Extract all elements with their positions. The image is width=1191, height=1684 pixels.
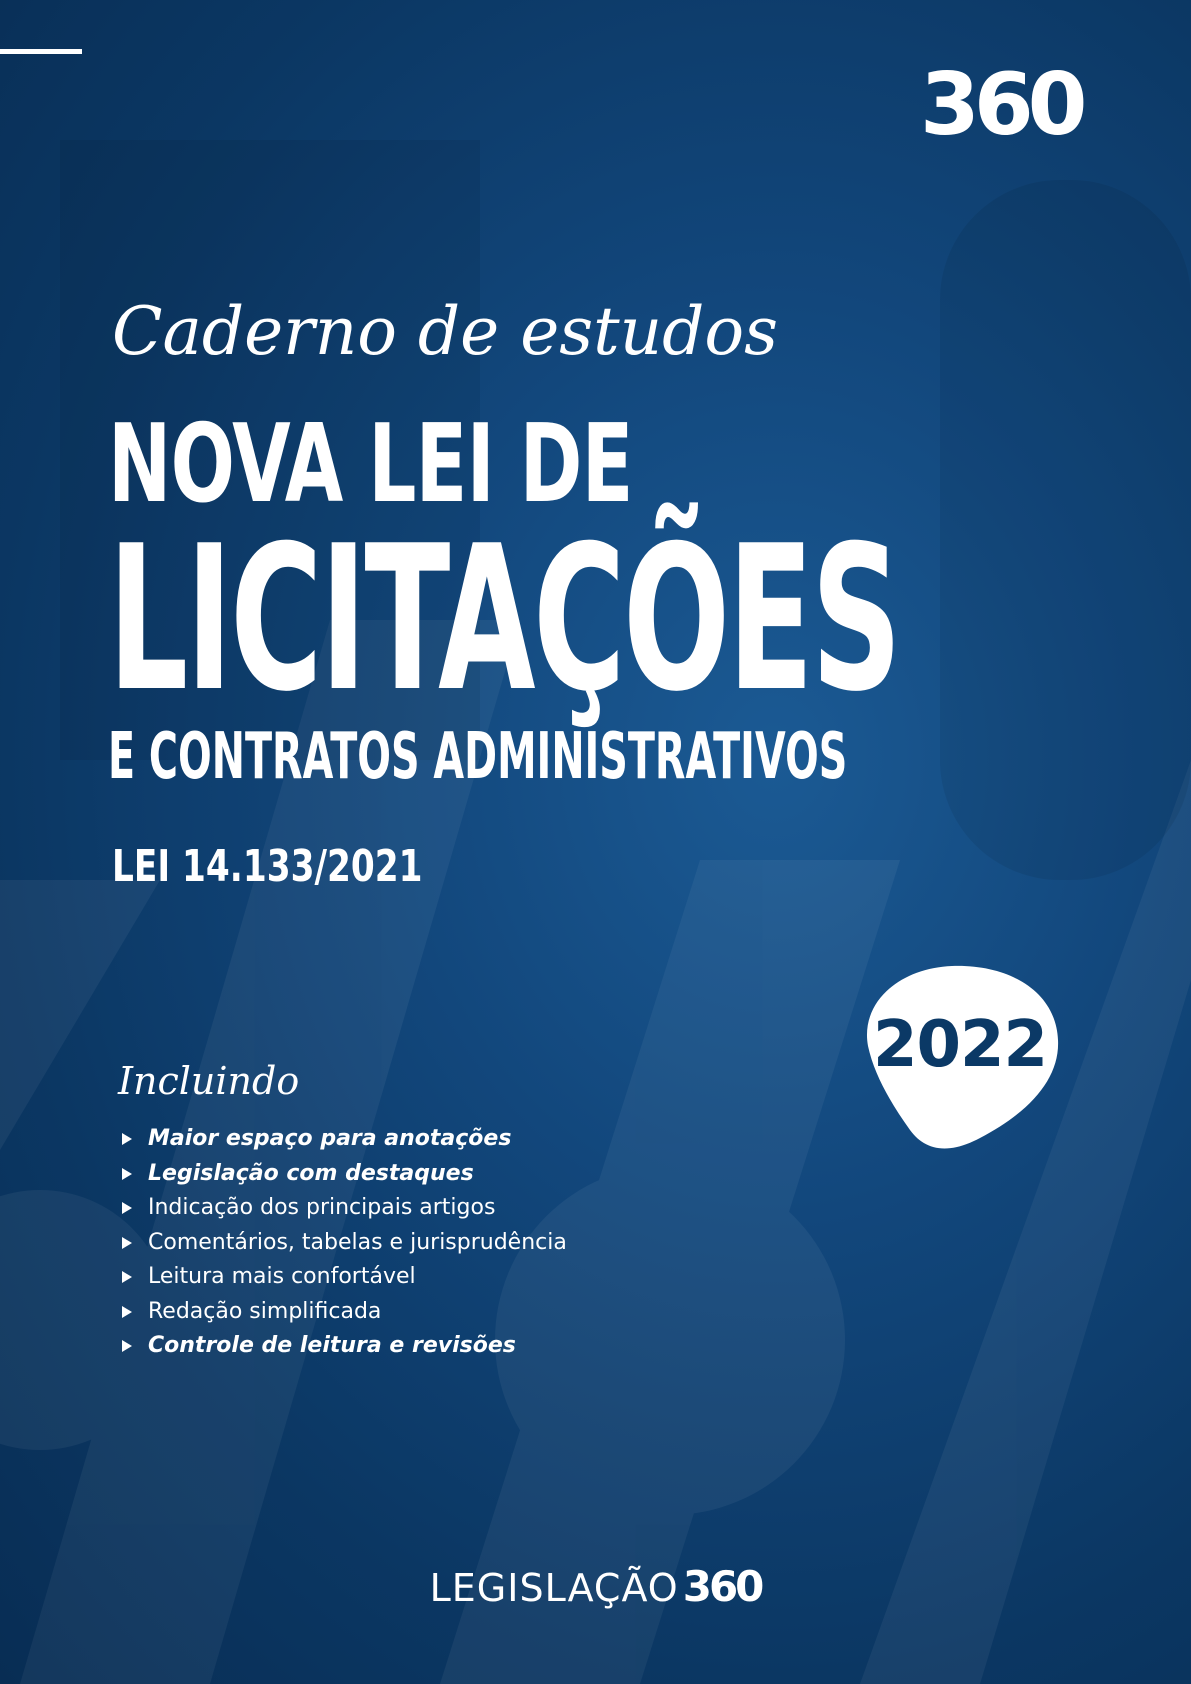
law-number: LEI 14.133/2021	[112, 841, 423, 892]
footer-brand-word: LEGISLAÇÃO	[429, 1566, 679, 1610]
year-badge	[860, 962, 1060, 1154]
feature-text: Indicação dos principais artigos	[148, 1195, 496, 1221]
play-bullet-icon	[122, 1133, 132, 1145]
feature-item	[118, 1191, 567, 1226]
footer-brand	[0, 1562, 1191, 1613]
feature-item	[118, 1295, 567, 1330]
feature-item	[118, 1226, 567, 1261]
feature-text: Legislação com destaques	[148, 1160, 474, 1186]
feature-text: Leitura mais confortável	[148, 1264, 416, 1290]
title-line-3: E CONTRATOS ADMINISTRATIVOS	[108, 720, 848, 794]
includes-label: Incluindo	[118, 1059, 300, 1103]
play-bullet-icon	[122, 1202, 132, 1214]
play-bullet-icon	[122, 1168, 132, 1180]
feature-text: Comentários, tabelas e jurisprudência	[148, 1229, 567, 1255]
feature-item	[118, 1157, 567, 1192]
top-rule	[0, 49, 82, 54]
brand-logo	[920, 55, 1110, 155]
footer-brand-mark: 360	[682, 1562, 762, 1611]
feature-item	[118, 1122, 567, 1157]
feature-item	[118, 1260, 567, 1295]
feature-text: Maior espaço para anotações	[148, 1126, 512, 1152]
play-bullet-icon	[122, 1271, 132, 1283]
feature-text: Controle de leitura e revisões	[148, 1333, 516, 1359]
play-bullet-icon	[122, 1237, 132, 1249]
brand-logo-text: 360	[920, 55, 1082, 155]
subtitle: Caderno de estudos	[112, 293, 779, 370]
features-list	[118, 1122, 567, 1364]
title-line-2: LICITAÇÕES	[108, 503, 900, 736]
year-text: 2022	[872, 1008, 1048, 1082]
feature-text: Redação simplificada	[148, 1298, 382, 1324]
play-bullet-icon	[122, 1340, 132, 1352]
feature-item	[118, 1329, 567, 1364]
play-bullet-icon	[122, 1306, 132, 1318]
title-line-1: NOVA LEI DE	[108, 402, 633, 527]
